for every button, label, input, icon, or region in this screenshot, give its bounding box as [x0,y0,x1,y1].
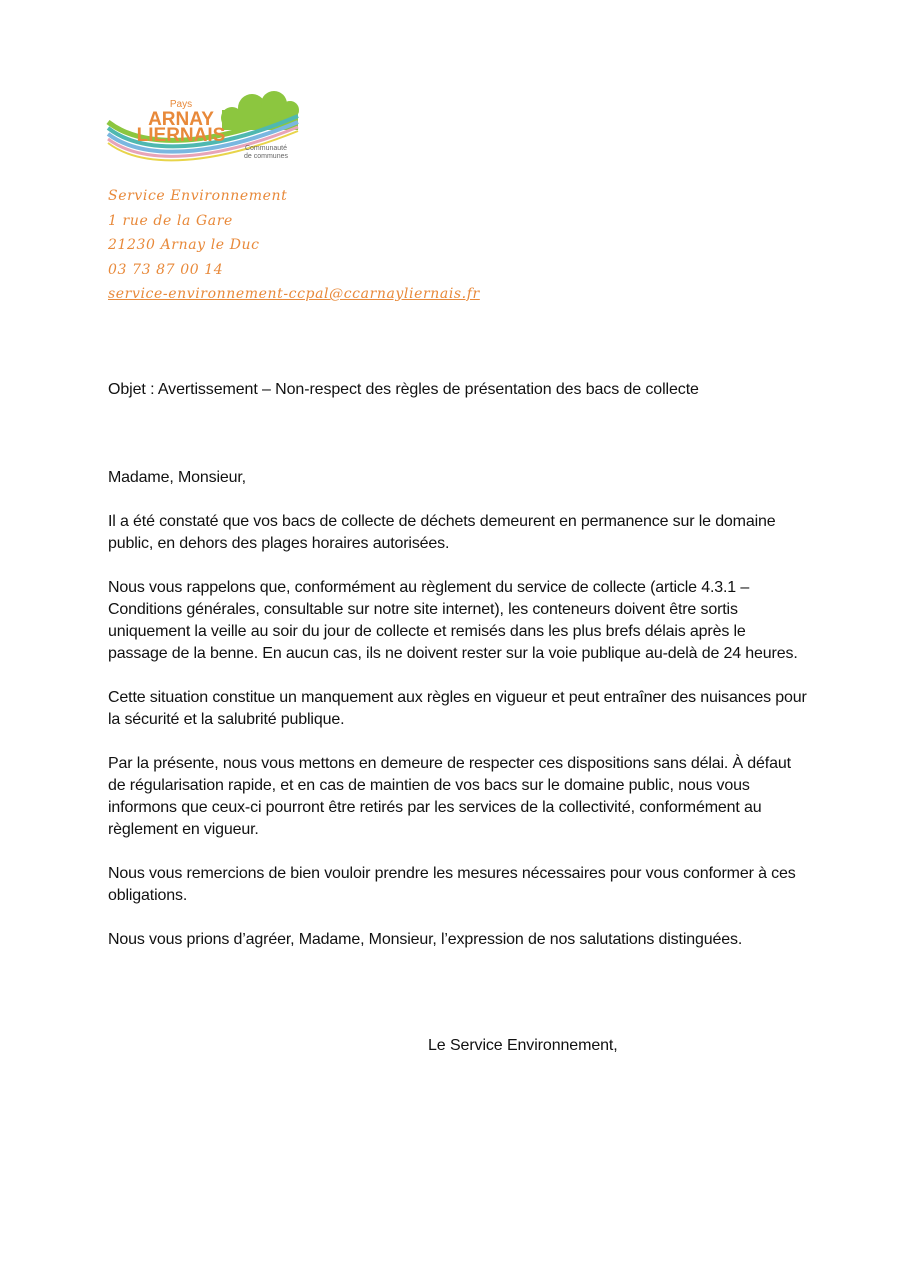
closing-paragraph: Nous vous prions d’agréer, Madame, Monsieur, l’expression de nos salutations distinguées. [108,931,743,948]
letter-body [108,467,808,973]
logo-arnay: ARNAY [148,109,214,130]
body-paragraph: Cette situation constitue un manquement aux règles en vigueur et peut entraîner des nuisances pour la sécurité et la salubrité publique. [108,689,807,728]
body-paragraph: Par la présente, nous vous mettons en demeure de respecter ces dispositions sans délai. À défaut de régularisation rapide, et en cas de maintien de vos bacs sur le domaine public, nous vous informons que ceux-ci pourront être retirés par les services de la collectivité, conformément au règlement en vigueur. [108,755,791,838]
logo-liernais: LIERNAIS [136,125,226,146]
sender-city: 21230 Arnay le Duc [108,237,260,253]
sender-email-link[interactable]: service-environnement-ccpal@ccarnayliernais.fr [108,286,480,302]
logo-tagline-2: de communes [244,153,288,160]
body-paragraph: Nous vous remercions de bien vouloir prendre les mesures nécessaires pour vous conformer à ces obligations. [108,865,796,904]
sender-phone: 03 73 87 00 14 [108,261,224,278]
logo-pays: Pays [169,99,193,110]
sender-service: Service Environnement [108,188,288,204]
body-paragraph: Nous vous rappelons que, conformément au règlement du service de collecte (article 4.3.1 – Conditions générales, consultable sur notre site internet), les conteneurs doivent être sortis uniquement la veille au soir du jour de collecte et remisés dans les plus brefs délais après le passage de la benne. En aucun cas, ils ne doivent rester sur la voie publique au-delà de 24 heures. [108,579,798,662]
salutation: Madame, Monsieur, [108,469,246,486]
signature: Le Service Environnement, [428,1037,618,1054]
logo [104,88,304,168]
logo-tagline-1: Communauté [244,145,288,152]
logo-graphic [104,88,304,168]
letter-subject: Objet : Avertissement – Non-respect des règles de présentation des bacs de collecte [108,381,699,398]
sender-block [108,184,480,307]
body-paragraph: Il a été constaté que vos bacs de collecte de déchets demeurent en permanence sur le domaine public, en dehors des plages horaires autorisées. [108,513,776,552]
sender-street: 1 rue de la Gare [108,212,233,229]
